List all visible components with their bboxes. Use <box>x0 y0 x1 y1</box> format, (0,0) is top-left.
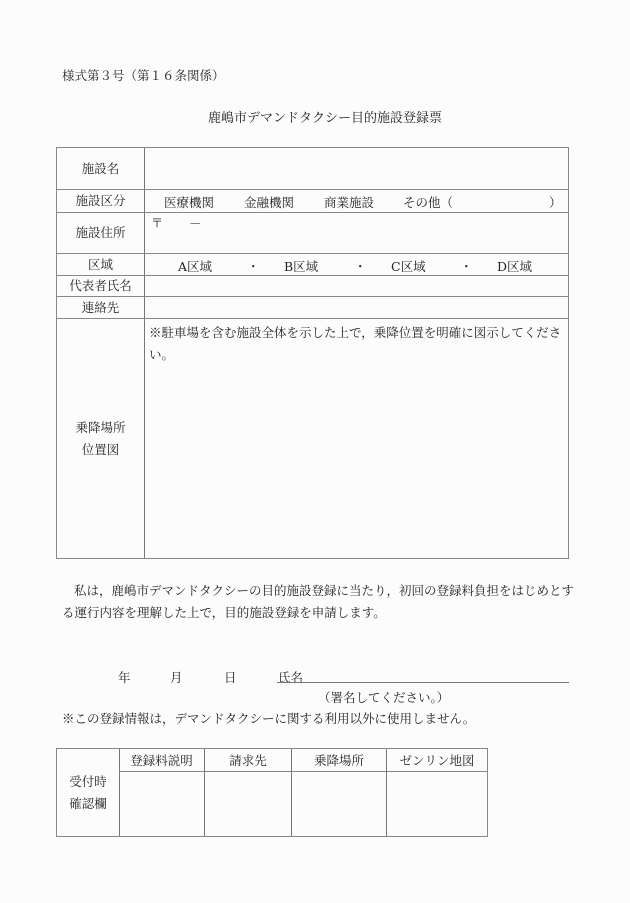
check-column-zenrin-map <box>387 749 487 836</box>
year-label: 年 <box>118 670 131 685</box>
option-other-close-paren: ） <box>549 195 562 210</box>
option-commercial[interactable]: 商業施設 <box>324 195 375 210</box>
representative-label: 代表者氏名 <box>57 276 145 296</box>
area-d[interactable]: D区域 <box>497 259 533 274</box>
reception-check-label <box>57 749 120 836</box>
month-label: 月 <box>170 670 183 685</box>
option-financial[interactable]: 金融機関 <box>244 195 295 210</box>
separator: ・ <box>247 259 260 274</box>
facility-category-label: 施設区分 <box>57 190 145 212</box>
contact-field[interactable] <box>144 297 568 318</box>
postal-dash: － <box>189 216 202 231</box>
area-label: 区域 <box>57 254 145 275</box>
boarding-map-label <box>57 319 145 558</box>
name-label: 氏名 <box>278 670 304 685</box>
declaration-text: 私は，鹿嶋市デマンドタクシーの目的施設登録に当たり，初回の登録料負担をはじめとする運行内容を理解した上で，目的施設登録を申請します。 <box>62 583 575 620</box>
registration-table <box>56 147 569 559</box>
check-header: 乗降場所 <box>292 749 386 772</box>
boarding-map-label-line1: 乗降場所 <box>75 419 126 435</box>
check-header: ゼンリン地図 <box>387 749 487 772</box>
area-a[interactable]: A区域 <box>178 259 213 274</box>
postal-mark: 〒 <box>151 216 164 230</box>
facility-address-field[interactable] <box>144 213 568 253</box>
facility-name-label: 施設名 <box>57 148 145 189</box>
day-label: 日 <box>224 670 237 685</box>
area-b[interactable]: B区域 <box>284 259 319 274</box>
boarding-map-label-line2: 位置図 <box>81 441 120 457</box>
row-area <box>57 254 568 276</box>
facility-category-options <box>144 190 568 212</box>
row-boarding-map <box>57 319 568 558</box>
document-title: 鹿嶋市デマンドタクシー目的施設登録票 <box>207 111 442 126</box>
reception-check-label-line2: 確認欄 <box>69 795 107 811</box>
check-header: 登録料説明 <box>119 749 204 772</box>
area-options <box>144 254 568 275</box>
facility-name-field[interactable] <box>144 148 568 189</box>
area-c[interactable]: C区域 <box>391 259 426 274</box>
check-cell[interactable] <box>119 771 204 836</box>
facility-address-label: 施設住所 <box>57 213 145 253</box>
option-medical[interactable]: 医療機関 <box>164 195 215 210</box>
row-representative <box>57 276 568 297</box>
row-facility-address <box>57 213 568 254</box>
signature-line[interactable] <box>277 682 569 683</box>
representative-field[interactable] <box>144 276 568 296</box>
check-column-fee-explanation <box>119 749 205 836</box>
check-column-boarding <box>292 749 387 836</box>
reception-check-label-line1: 受付時 <box>69 773 107 789</box>
boarding-map-area[interactable] <box>144 319 568 558</box>
form-number: 様式第３号（第１６条関係） <box>62 68 225 83</box>
contact-label: 連絡先 <box>57 297 145 318</box>
option-other[interactable]: その他（ <box>403 195 454 210</box>
row-contact <box>57 297 568 319</box>
check-cell[interactable] <box>387 771 487 836</box>
signature-instruction: （署名してください。） <box>318 690 450 705</box>
privacy-note: ※この登録情報は，デマンドタクシーに関する利用以外に使用しません。 <box>62 711 476 726</box>
row-facility-name <box>57 148 568 190</box>
separator: ・ <box>354 259 367 274</box>
row-facility-category <box>57 190 568 213</box>
reception-check-table <box>56 748 488 837</box>
separator: ・ <box>460 259 473 274</box>
check-cell[interactable] <box>205 771 291 836</box>
check-cell[interactable] <box>292 771 386 836</box>
check-header: 請求先 <box>205 749 291 772</box>
check-column-billing <box>205 749 292 836</box>
boarding-map-note: ※駐車場を含む施設全体を示した上で，乗降位置を明確に図示してください。 <box>149 325 562 362</box>
